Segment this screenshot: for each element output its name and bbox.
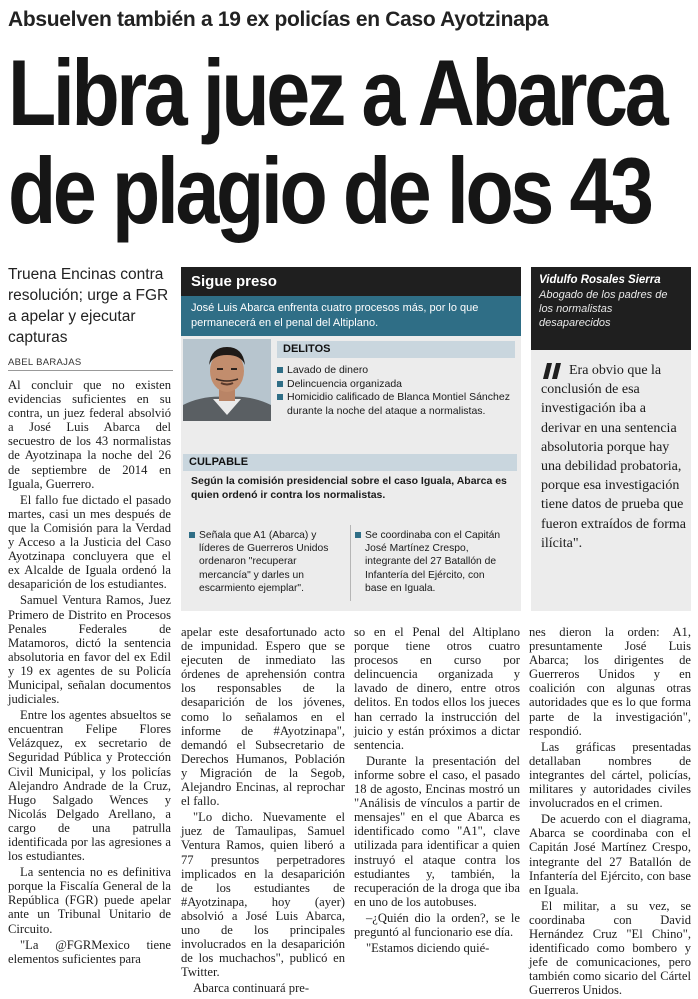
paragraph: Entre los agentes absueltos se encuentran Felipe Flores Velázquez, ex secretario de Seguridad Pública y Protección Civil Municipal, y los policías Alejandro Andrade de la Cruz, Hugo Salgado Wences y Nicolás Delgado Arellano, a cargo de una patrulla identificada por las agresiones a los estudiantes.: [8, 708, 171, 864]
sidebar-lead: José Luis Abarca enfrenta cuatro procesos más, por lo que permanecerá en el penal del Altiplano.: [181, 296, 521, 336]
quote-header: [531, 267, 691, 350]
quote-text: Era obvio que la conclusión de esa investigación iba a derivar en una sentencia absolutoria porque hay una debilidad probatoria, porque esa investigación tiene datos de prueba que fueron extraídos de forma ilícita".: [541, 363, 686, 551]
paragraph: nes dieron la orden: A1, presuntamente José Luis Abarca; los dirigentes de Guerreros Unidos y en coalición con algunas otras autoridades que es lo que forma parte de la investigación", respondió.: [529, 625, 691, 738]
delitos-list: [277, 364, 515, 418]
fact-item: Señala que A1 (Abarca) y líderes de Guerreros Unidos ordenaron "recuperar mercancía" y darles un escarmiento ejemplar".: [189, 529, 343, 595]
list-item: Delincuencia organizada: [277, 378, 515, 392]
paragraph: Durante la presentación del informe sobre el caso, el pasado 18 de agosto, Encinas mostró un "Análisis de vínculos a partir de mensajes" en el que Abarca es identificado como "A1", clave utilizada para identificar a quien instruyó el ataque contra los estudiantes y, también, la recuperación de la droga que iba en uno de los autobuses.: [354, 753, 520, 909]
byline: ABEL BARAJAS: [8, 357, 82, 368]
abarca-portrait: [183, 339, 271, 421]
paragraph: "Estamos diciendo quié-: [366, 941, 490, 956]
fact-divider: [350, 525, 351, 601]
kicker: Absuelven también a 19 ex policías en Caso Ayotzinapa: [8, 8, 549, 31]
paragraph: Abarca continuará pre-: [193, 981, 310, 996]
paragraph: Al concluir que no existen evidencias suficientes en su contra, un juez federal absolvió a José Luis Abarca del secuestro de los 43 normalistas de Ayotzinapa la noche del 26 de septiembre de 2014 en Iguala, Guerrero.: [8, 378, 171, 491]
culpable-text: Según la comisión presidencial sobre el caso Iguala, Abarca es quien ordenó ir contra los normalistas.: [191, 475, 507, 501]
paragraph: apelar este desafortunado acto de impunidad. Espero que se ejecuten de inmediato las órdenes de aprehensión contra los responsables de la desaparición de los jóvenes, como lo señalamos en el informe de #Ayotzinapa", demandó el Subsecretario de Derechos Humanos, Población y Migración de la Segob, Alejandro Encinas, al reprochar el fallo.: [181, 625, 345, 809]
article-column-1: [8, 378, 171, 968]
paragraph: La sentencia no es definitiva porque la Fiscalía General de la República (FGR) puede apelar ante un Tribunal Unitario de Circuito.: [8, 865, 171, 936]
quote-speaker-name: Vidulfo Rosales Sierra: [539, 274, 661, 286]
portrait-illustration-icon: [183, 339, 271, 421]
quote-box: [531, 267, 691, 611]
sidebar-title: Sigue preso: [181, 267, 521, 296]
culpable-heading: CULPABLE: [183, 454, 517, 471]
fact-item: Se coordinaba con el Capitán José Martínez Crespo, integrante del 27 Batallón de Infantería del Ejército, con base en Iguala.: [355, 529, 509, 595]
delitos-heading: DELITOS: [277, 341, 515, 358]
headline-line-1: Libra juez a Abarca: [8, 40, 666, 145]
list-item: Lavado de dinero: [277, 364, 515, 378]
quote-speaker-role: Abogado de los padres de los normalistas desaparecidos: [539, 289, 668, 329]
paragraph: –¿Quién dio la orden?, se le preguntó al funcionario ese día.: [354, 910, 520, 939]
sidebar-box: [181, 267, 521, 611]
article-column-4: [529, 625, 691, 999]
paragraph: "Lo dicho. Nuevamente el juez de Tamaulipas, Samuel Ventura Ramos, quien liberó a 77 presuntos perpetradores implicados en la desaparición de los estudiantes de #Ayotzinapa, hoy (ayer) absolvió a José Luis Abarca, uno de los principales involucrados en la desaparición de los muchachos", publicó en Twitter.: [181, 810, 345, 980]
deck: Truena Encinas contra resolución; urge a FGR a apelar y ejecutar capturas: [8, 266, 169, 346]
article-column-2: [181, 625, 345, 997]
paragraph: "La @FGRMexico tiene elementos suficientes para: [8, 937, 171, 966]
paragraph: Las gráficas presentadas detallaban nombres de integrantes del cártel, policías, militares y autoridades civiles involucrados en el crimen.: [529, 739, 691, 811]
list-item: Homicidio calificado de Blanca Montiel Sánchez durante la noche del ataque a normalistas.: [277, 391, 515, 418]
byline-rule: [8, 370, 173, 371]
paragraph: El fallo fue dictado el pasado martes, casi un mes después de que la Comisión para la Verdad y Acceso a la Justicia del Caso Ayotzinapa concluyera que el ex Alcalde de Iguala ordenó la desaparición de los estudiantes.: [8, 492, 171, 592]
headline: [8, 40, 666, 243]
paragraph: so en el Penal del Altiplano porque tiene otros cuatro procesos en curso por delincuencia organizada y lavado de dinero, entre otros delitos. En todos ellos los jueces han cerrado la instrucción del juicio y están próximos a dictar sentencia.: [354, 625, 520, 752]
paragraph: De acuerdo con el diagrama, Abarca se coordinaba con el Capitán José Martínez Crespo, integrante del 27 Batallón de Infantería del Ejército, con base en Iguala.: [529, 812, 691, 897]
paragraph: Samuel Ventura Ramos, Juez Primero de Distrito en Procesos Penales Federales de Matamoros, dictó la sentencia absolutoria en favor del ex Edil y 19 ex agentes de su Policía Municipal, señalan documentos judiciales.: [8, 593, 171, 707]
paragraph: El militar, a su vez, se coordinaba con David Hernández Cruz "El Chino", identificado como bombero y jefe de comunicaciones, pero también como sicario del Cártel Guerreros Unidos.: [529, 898, 691, 998]
article-column-3: [354, 625, 520, 957]
headline-line-2: de plagio de los 43: [8, 138, 651, 243]
